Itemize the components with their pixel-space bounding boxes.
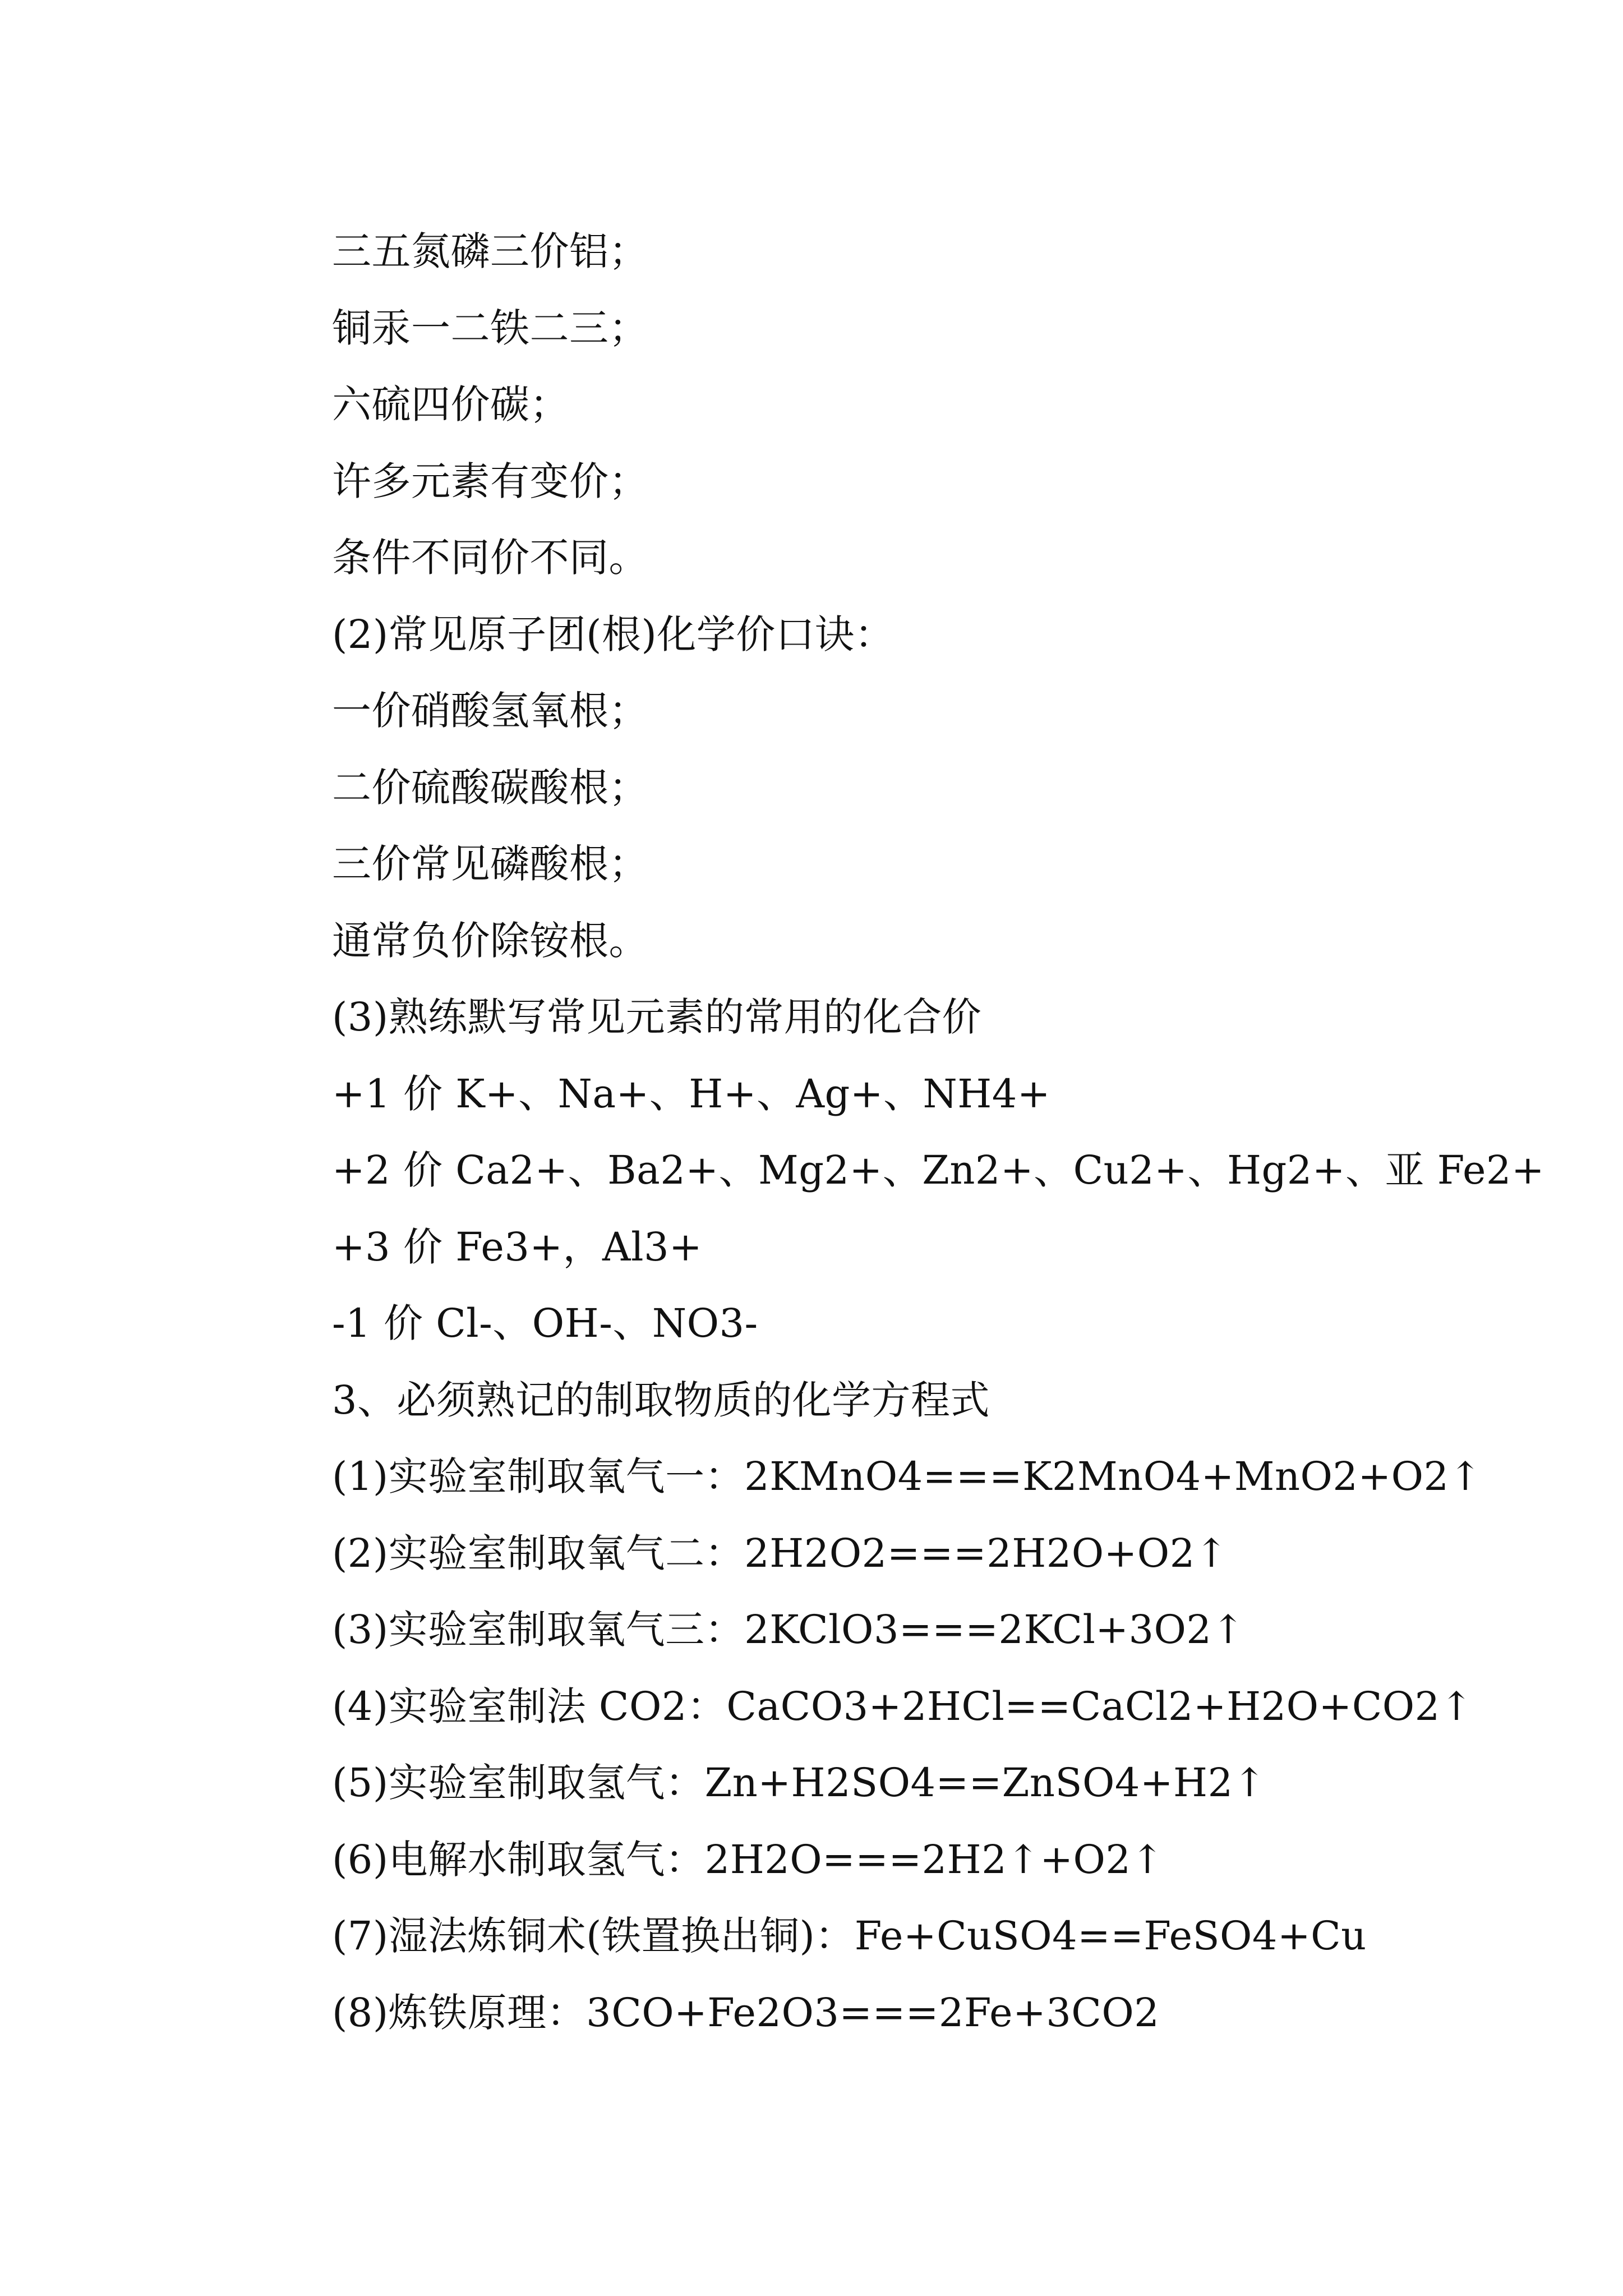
equation-line: (3)实验室制取氧气三：2KClO3===2KCl+3O2↑ <box>332 1607 1245 1653</box>
text-line: 三五氮磷三价铝； <box>332 228 648 274</box>
text-line: 一价硝酸氢氧根； <box>332 688 648 734</box>
equation-line: (6)电解水制取氢气：2H2O===2H2↑+O2↑ <box>332 1836 1164 1883</box>
equation-line: (5)实验室制取氢气：Zn+H2SO4==ZnSO4+H2↑ <box>332 1760 1266 1806</box>
document-body <box>332 213 1545 2051</box>
valence-line: +2 价 Ca2+、Ba2+、Mg2+、Zn2+、Cu2+、Hg2+、亚 Fe2+ <box>332 1147 1545 1193</box>
equation-line: (1)实验室制取氧气一：2KMnO4===K2MnO4+MnO2+O2↑ <box>332 1453 1482 1499</box>
equation-line: (8)炼铁原理：3CO+Fe2O3===2Fe+3CO2 <box>332 1989 1160 2036</box>
text-line: 条件不同价不同。 <box>332 535 648 581</box>
section-heading: 3、必须熟记的制取物质的化学方程式 <box>332 1377 990 1423</box>
text-line: 许多元素有变价； <box>332 458 648 504</box>
equation-line: (2)实验室制取氧气二：2H2O2===2H2O+O2↑ <box>332 1530 1228 1576</box>
text-line: 通常负价除铵根。 <box>332 917 648 964</box>
text-line: 六硫四价碳； <box>332 381 569 427</box>
valence-line: +3 价 Fe3+，Al3+ <box>332 1223 703 1270</box>
text-line: 铜汞一二铁二三； <box>332 305 648 351</box>
text-line: 二价硫酸碳酸根； <box>332 764 648 811</box>
section-heading: (2)常见原子团(根)化学价口诀： <box>332 611 895 657</box>
valence-line: +1 价 K+、Na+、H+、Ag+、NH4+ <box>332 1070 1050 1117</box>
equation-line: (4)实验室制法 CO2：CaCO3+2HCl==CaCl2+H2O+CO2↑ <box>332 1683 1473 1729</box>
valence-line: -1 价 Cl-、OH-、NO3- <box>332 1300 758 1346</box>
text-line: 三价常见磷酸根； <box>332 841 648 887</box>
equation-line: (7)湿法炼铜术(铁置换出铜)：Fe+CuSO4==FeSO4+Cu <box>332 1913 1367 1959</box>
section-heading: (3)熟练默写常见元素的常用的化合价 <box>332 994 982 1040</box>
